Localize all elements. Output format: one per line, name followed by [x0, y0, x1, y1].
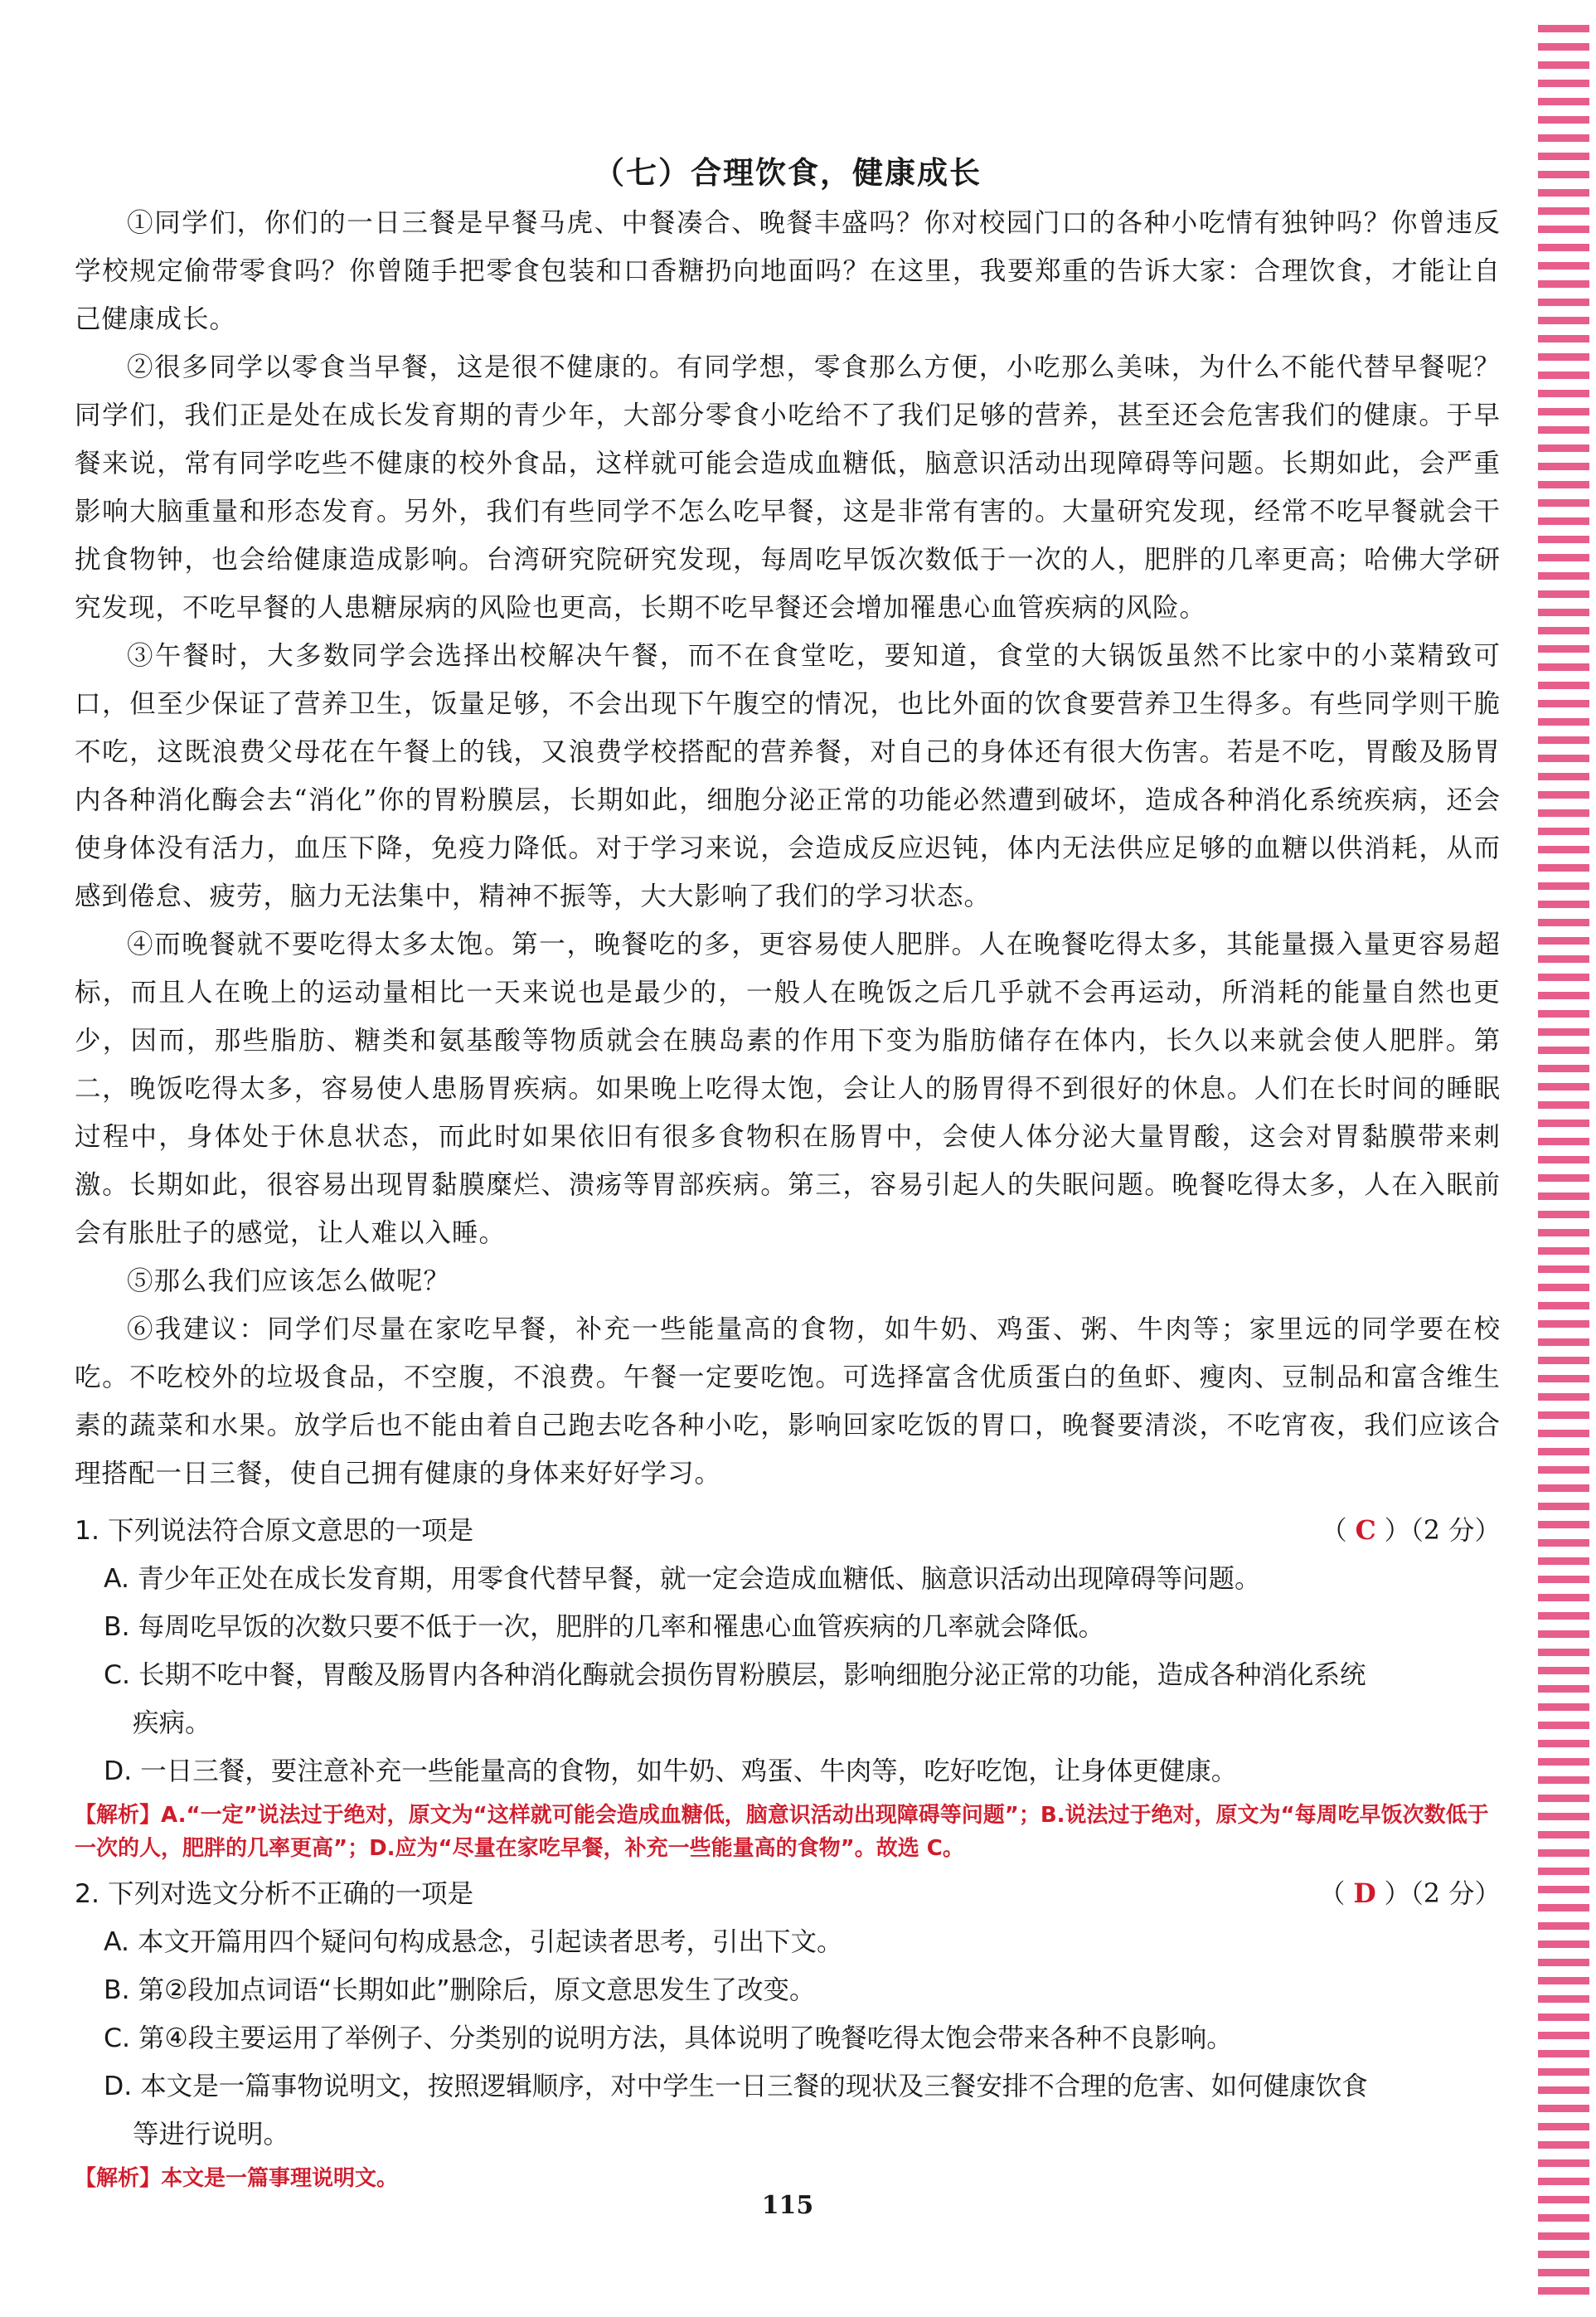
- question-2-option-c: C. 第④段主要运用了举例子、分类别的说明方法，具体说明了晚餐吃得太饱会带来各种不良影响。: [104, 2023, 1233, 2053]
- question-1-analysis: 【解析】A.“一定”说法过于绝对，原文为“这样就可能会造成血糖低，脑意识活动出现障碍等问题”；B.说法过于绝对，原文为“每周吃早饭次数低于一次的人，肥胖的几率更高”；D.应为“尽量在家吃早餐，补充一些能量高的食物”。故选 C。: [75, 1803, 1489, 1861]
- page-number: 115: [761, 2191, 814, 2220]
- question-1-score: （ C ）（2 分）: [1321, 1515, 1501, 1546]
- question-2-option-a: A. 本文开篇用四个疑问句构成悬念，引起读者思考，引出下文。: [104, 1927, 843, 1957]
- question-2-stem: [75, 1870, 1501, 1918]
- paragraph-4: ④而晚餐就不要吃得太多太饱。第一，晚餐吃的多，更容易使人肥胖。人在晚餐吃得太多，其能量摄入量更容易超标，而且人在晚上的运动量相比一天来说也是最少的，一般人在晚饭之后几乎就不会再运动，所消耗的能量自然也更少，因而，那些脂肪、糖类和氨基酸等物质就会在胰岛素的作用下变为脂肪储存在体内，长久以来就会使人肥胖。第二，晚饭吃得太多，容易使人患肠胃疾病。如果晚上吃得太饱，会让人的肠胃得不到很好的休息。人们在长时间的睡眠过程中，身体处于休息状态，而此时如果依旧有很多食物积在肠胃中，会使人体分泌大量胃酸，这会对胃黏膜带来刺激。长期如此，很容易出现胃黏膜糜烂、溃疡等胃部疾病。第三，容易引起人的失眠问题。晚餐吃得太多，人在入眠前会有胀肚子的感觉，让人难以入睡。: [75, 930, 1501, 1248]
- question-2-option-b: B. 第②段加点词语“长期如此”删除后，原文意思发生了改变。: [104, 1975, 816, 2005]
- article-body: [75, 199, 1501, 1498]
- question-2-answer: D: [1353, 1878, 1376, 1909]
- paragraph-2: ②很多同学以零食当早餐，这是很不健康的。有同学想，零食那么方便，小吃那么美味，为什么不能代替早餐呢？同学们，我们正是处在成长发育期的青少年，大部分零食小吃给不了我们足够的营养，甚至还会危害我们的健康。于早餐来说，常有同学吃些不健康的校外食品，这样就可能会造成血糖低，脑意识活动出现障碍等问题。长期如此，会严重影响大脑重量和形态发育。另外，我们有些同学不怎么吃早餐，这是非常有害的。大量研究发现，经常不吃早餐就会干扰食物钟，也会给健康造成影响。台湾研究院研究发现，每周吃早饭次数低于一次的人，肥胖的几率更高；哈佛大学研究发现，不吃早餐的人患糖尿病的风险也更高，长期不吃早餐还会增加罹患心血管疾病的风险。: [75, 352, 1501, 623]
- paragraph-3: ③午餐时，大多数同学会选择出校解决午餐，而不在食堂吃，要知道，食堂的大锅饭虽然不比家中的小菜精致可口，但至少保证了营养卫生，饭量足够，不会出现下午腹空的情况，也比外面的饮食要营养卫生得多。有些同学则干脆不吃，这既浪费父母花在午餐上的钱，又浪费学校搭配的营养餐，对自己的身体还有很大伤害。若是不吃，胃酸及肠胃内各种消化酶会去“消化”你的胃粉膜层，长期如此，细胞分泌正常的功能必然遭到破坏，造成各种消化系统疾病，还会使身体没有活力，血压下降，免疫力降低。对于学习来说，会造成反应迟钝，体内无法供应足够的血糖以供消耗，从而感到倦怠、疲劳，脑力无法集中，精神不振等，大大影响了我们的学习状态。: [75, 641, 1501, 911]
- question-1-option-a: A. 青少年正处在成长发育期，用零食代替早餐，就一定会造成血糖低、脑意识活动出现障碍等问题。: [104, 1564, 1261, 1594]
- question-2-score: （ D ）（2 分）: [1318, 1878, 1501, 1909]
- questions-section: [75, 1507, 1501, 2200]
- question-2-analysis: 【解析】本文是一篇事理说明文。: [75, 2166, 399, 2191]
- question-1-text: 1. 下列说法符合原文意思的一项是: [75, 1516, 474, 1546]
- question-1-stem: [75, 1507, 1501, 1555]
- page-edge-stripe: [1538, 25, 1589, 2297]
- question-1-option-c-cont: 疾病。: [133, 1708, 211, 1738]
- paragraph-5: ⑤那么我们应该怎么做呢？: [127, 1266, 451, 1296]
- question-2-option-d: D. 本文是一篇事物说明文，按照逻辑顺序，对中学生一日三餐的现状及三餐安排不合理的危害、如何健康饮食 等进行说明。: [75, 2062, 1501, 2159]
- question-2-text: 2. 下列对选文分析不正确的一项是: [75, 1879, 474, 1909]
- question-1-option-c: C. 长期不吃中餐，胃酸及肠胃内各种消化酶就会损伤胃粉膜层，影响细胞分泌正常的功能，造成各种消化系统 疾病。: [75, 1651, 1501, 1747]
- question-1-option-b: B. 每周吃早饭的次数只要不低于一次，肥胖的几率和罹患心血管疾病的几率就会降低。: [104, 1612, 1105, 1642]
- question-1-answer: C: [1355, 1515, 1376, 1546]
- paragraph-6: ⑥我建议：同学们尽量在家吃早餐，补充一些能量高的食物，如牛奶、鸡蛋、粥、牛肉等；家里远的同学要在校吃。不吃校外的垃圾食品，不空腹，不浪费。午餐一定要吃饱。可选择富含优质蛋白的鱼虾、瘦肉、豆制品和富含维生素的蔬菜和水果。放学后也不能由着自己跑去吃各种小吃，影响回家吃饭的胃口，晚餐要清淡，不吃宵夜，我们应该合理搭配一日三餐，使自己拥有健康的身体来好好学习。: [75, 1314, 1501, 1489]
- article-title: （七）合理饮食，健康成长: [594, 155, 982, 191]
- question-1-option-d: D. 一日三餐，要注意补充一些能量高的食物，如牛奶、鸡蛋、牛肉等，吃好吃饱，让身体更健康。: [104, 1756, 1238, 1786]
- paragraph-1: ①同学们，你们的一日三餐是早餐马虎、中餐凑合、晚餐丰盛吗？你对校园门口的各种小吃情有独钟吗？你曾违反学校规定偷带零食吗？你曾随手把零食包装和口香糖扔向地面吗？在这里，我要郑重的告诉大家：合理饮食，才能让自己健康成长。: [75, 208, 1501, 334]
- question-2-option-d-cont: 等进行说明。: [133, 2120, 290, 2149]
